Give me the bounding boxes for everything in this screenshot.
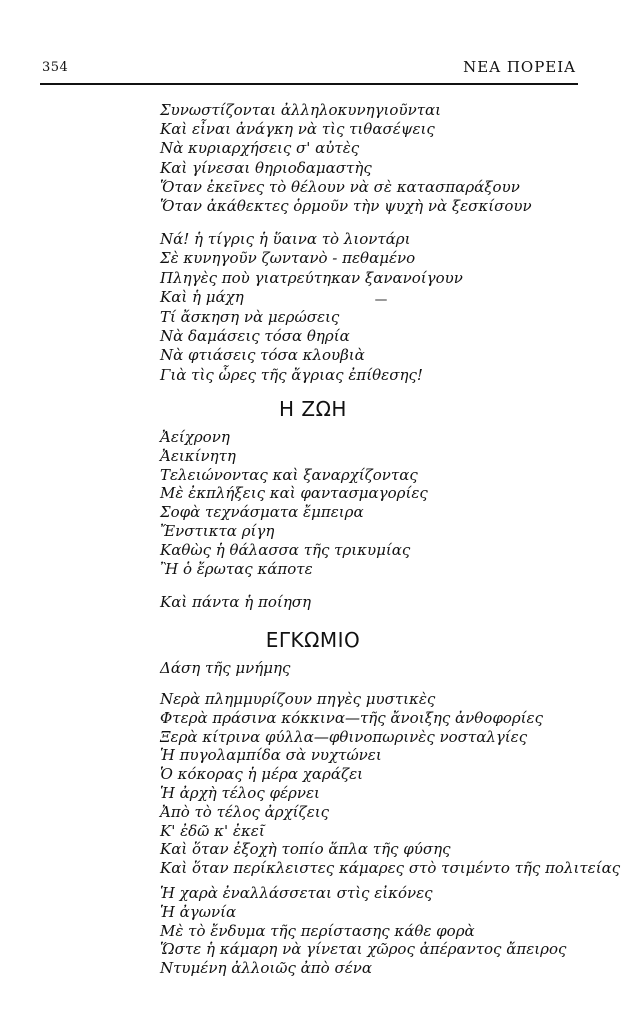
poem-1-stanza-2 <box>160 230 463 385</box>
poem-line: Τί ἄσκηση νὰ μερώσεις <box>160 307 340 326</box>
journal-title: ΝΕΑ ΠΟΡΕΙΑ <box>463 58 576 76</box>
page-number: 354 <box>42 60 69 75</box>
poem-line: Νά! ἡ τίγρις ἡ ὕαινα τὸ λιοντάρι <box>160 230 411 248</box>
poem-line: Ἡ πυγολαμπίδα σὰ νυχτώνει <box>160 746 382 765</box>
poem-line: Ἡ ἀγωνία <box>160 902 237 921</box>
poem-line: Σοφὰ τεχνάσματα ἔμπειρα <box>160 503 364 522</box>
poem-line: Πληγὲς ποὺ γιατρεύτηκαν ξανανοίγουν <box>160 268 463 287</box>
poem-line: Γιὰ τὶς ὧρες τῆς ἄγριας ἐπίθεσης! <box>160 365 423 384</box>
poem-line: Ὅταν ἀκάθεκτες ὁρμοῦν τὴν ψυχὴ νὰ ξεσκίσουν <box>160 196 532 215</box>
poem-line: Νὰ κυριαρχήσεις σ' αὐτὲς <box>160 139 360 158</box>
poem-egkomio-stanza-1 <box>160 690 620 878</box>
poem-zoi-closing-line: Καὶ πάντα ἡ ποίηση <box>160 593 312 611</box>
header-rule <box>40 83 578 85</box>
poem-line: Ξερὰ κίτρινα φύλλα—φθινοπωρινὲς νοσταλγίες <box>160 727 528 746</box>
poem-line: Νερὰ πλημμυρίζουν πηγὲς μυστικὲς <box>160 690 436 708</box>
poem-line: Ὅταν ἐκεῖνες τὸ θέλουν νὰ σὲ κατασπαράξουν <box>160 177 520 196</box>
poem-line: Ντυμένη ἀλλοιῶς ἀπὸ σένα <box>160 959 372 978</box>
poem-line: Καὶ εἶναι ἀνάγκη νὰ τὶς τιθασέψεις <box>160 120 435 139</box>
poem-line: Ὥστε ἡ κάμαρη νὰ γίνεται χῶρος ἀπέραντος ἄπειρος <box>160 940 567 959</box>
poem-line: Ἡ χαρὰ ἐναλλάσσεται στὶς εἰκόνες <box>160 884 433 902</box>
poem-line: Ἀπὸ τὸ τέλος ἀρχίζεις <box>160 802 330 821</box>
poem-line: Καὶ γίνεσαι θηριοδαμαστὴς <box>160 158 372 177</box>
section-title-zoi: Η ΖΩΗ <box>279 397 347 421</box>
pencil-mark <box>375 299 387 301</box>
poem-line: Μὲ τὸ ἔνδυμα τῆς περίστασης κάθε φορὰ <box>160 921 475 940</box>
poem-line: Σὲ κυνηγοῦν ζωντανὸ - πεθαμένο <box>160 249 416 268</box>
poem-line: Καὶ ἡ μάχη <box>160 288 244 307</box>
poem-line: Μὲ ἐκπλήξεις καὶ φαντασμαγορίες <box>160 484 428 503</box>
poem-line: Νὰ δαμάσεις τόσα θηρία <box>160 326 350 345</box>
poem-line: Καὶ ὅταν περίκλειστες κάμαρες στὸ τσιμέντο τῆς πολιτείας <box>160 859 621 878</box>
poem-line: Ἢ ὁ ἔρωτας κάποτε <box>160 559 313 578</box>
poem-line: Ἀεικίνητη <box>160 446 236 465</box>
poem-egkomio-opening-line: Δάση τῆς μνήμης <box>160 659 291 677</box>
poem-egkomio-stanza-2 <box>160 884 566 978</box>
poem-line: Καθὼς ἡ θάλασσα τῆς τρικυμίας <box>160 540 411 559</box>
poem-line: Νὰ φτιάσεις τόσα κλουβιὰ <box>160 346 365 365</box>
poem-line: Φτερὰ πράσινα κόκκινα—τῆς ἄνοιξης ἀνθοφορίες <box>160 708 543 727</box>
poem-zoi-stanza-1 <box>160 428 428 578</box>
poem-line: Καὶ ὅταν ἐξοχὴ τοπίο ἅπλα τῆς φύσης <box>160 840 451 859</box>
poem-line: Τελειώνοντας καὶ ξαναρχίζοντας <box>160 465 418 484</box>
poem-line: Ὁ κόκορας ἡ μέρα χαράζει <box>160 765 364 784</box>
poem-line: Ἡ ἀρχὴ τέλος φέρνει <box>160 783 320 802</box>
poem-line: Ἔνστικτα ρίγη <box>160 521 275 540</box>
section-title-egkomio: ΕΓΚΩΜΙΟ <box>265 628 361 652</box>
poem-line: Κ' ἐδῶ κ' ἐκεῖ <box>160 821 265 840</box>
poem-1-stanza-1 <box>160 101 532 216</box>
poem-line: Συνωστίζονται ἀλληλοκυνηγιοῦνται <box>160 101 442 119</box>
poem-line: Ἀείχρονη <box>160 428 230 446</box>
